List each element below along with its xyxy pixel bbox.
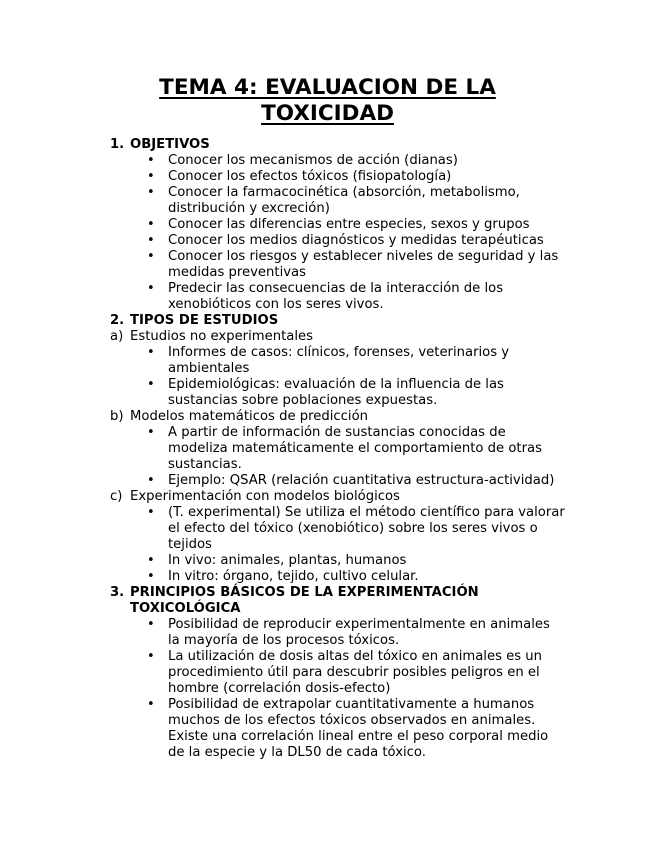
list-item: • Conocer los mecanismos de acción (dianas) [147,153,458,168]
list-item: • Conocer los medios diagnósticos y medidas terapéuticas [147,233,544,248]
subsection-title: Estudios no experimentales [130,329,313,344]
list-item: • Informes de casos: clínicos, forenses, veterinarios y ambientales [147,345,510,376]
section-heading-principios-basicos [110,585,565,617]
section-title: PRINCIPIOS BÁSICOS DE LA EXPERIMENTACIÓN TOXICOLÓGICA [130,585,479,616]
list-item: • Conocer los riesgos y establecer niveles de seguridad y las medidas preventivas [147,249,559,280]
bullet-icon: • [147,505,155,520]
bullet-icon: • [147,345,155,360]
list-item: • In vitro: órgano, tejido, cultivo celular. [147,569,419,584]
bullet-icon: • [147,553,155,568]
list-item: • Conocer la farmacocinética (absorción, metabolismo, distribución y excreción) [147,185,520,216]
section-title: TIPOS DE ESTUDIOS [130,313,279,328]
bullet-icon: • [147,425,155,440]
bullet-icon: • [147,169,155,184]
modelos-matematicos-list [110,425,565,489]
section-title: OBJETIVOS [130,137,210,152]
estudios-no-experimentales-list [110,345,565,409]
bullet-icon: • [147,233,155,248]
section-heading-tipos-de-estudios [110,313,565,329]
bullet-icon: • [147,249,155,264]
section-number: 3. [110,585,125,600]
subsection-heading-c [110,489,565,505]
section-heading-objetivos [110,137,565,153]
subsection-heading-a [110,329,565,345]
title-line-1: TEMA 4: EVALUACION DE LA [159,75,496,100]
bullet-icon: • [147,185,155,200]
title-line-2: TOXICIDAD [261,101,394,126]
document-body [110,137,565,761]
list-item: • (T. experimental) Se utiliza el método científico para valorar el efecto del tóxico (xenobiótico) sobre los seres vivos o tejidos [147,505,565,552]
bullet-icon: • [147,217,155,232]
bullet-icon: • [147,569,155,584]
list-item: • Posibilidad de reproducir experimentalmente en animales la mayoría de los procesos tóxicos. [147,617,550,648]
list-item: • Posibilidad de extrapolar cuantitativamente a humanos muchos de los efectos tóxicos observados en animales. Existe una correlación lineal entre el peso corporal medio de la especie y la DL50 de cada tóxico. [147,697,549,760]
principios-list [110,617,565,761]
bullet-icon: • [147,153,155,168]
list-item: • Conocer las diferencias entre especies, sexos y grupos [147,217,530,232]
subsection-letter: c) [110,489,123,504]
experimentacion-list [110,505,565,585]
bullet-icon: • [147,473,155,488]
subsection-title: Modelos matemáticos de predicción [130,409,368,424]
objetivos-list [110,153,565,313]
list-item: • A partir de información de sustancias conocidas de modeliza matemáticamente el comportamiento de otras sustancias. [147,425,542,472]
bullet-icon: • [147,281,155,296]
subsection-title: Experimentación con modelos biológicos [130,489,400,504]
list-item: • Conocer los efectos tóxicos (fisiopatología) [147,169,452,184]
section-number: 2. [110,313,125,328]
bullet-icon: • [147,377,155,392]
subsection-letter: a) [110,329,124,344]
list-item: • Predecir las consecuencias de la interacción de los xenobióticos con los seres vivos. [147,281,504,312]
subsection-letter: b) [110,409,124,424]
list-item: • Epidemiológicas: evaluación de la influencia de las sustancias sobre poblaciones expuestas. [147,377,504,408]
bullet-icon: • [147,649,155,664]
bullet-icon: • [147,617,155,632]
list-item: • La utilización de dosis altas del tóxico en animales es un procedimiento útil para descubrir posibles peligros en el hombre (correlación dosis-efecto) [147,649,543,696]
list-item: • In vivo: animales, plantas, humanos [147,553,407,568]
section-number: 1. [110,137,125,152]
subsection-heading-b [110,409,565,425]
document-title [110,75,545,127]
list-item: • Ejemplo: QSAR (relación cuantitativa estructura-actividad) [147,473,555,488]
bullet-icon: • [147,697,155,712]
